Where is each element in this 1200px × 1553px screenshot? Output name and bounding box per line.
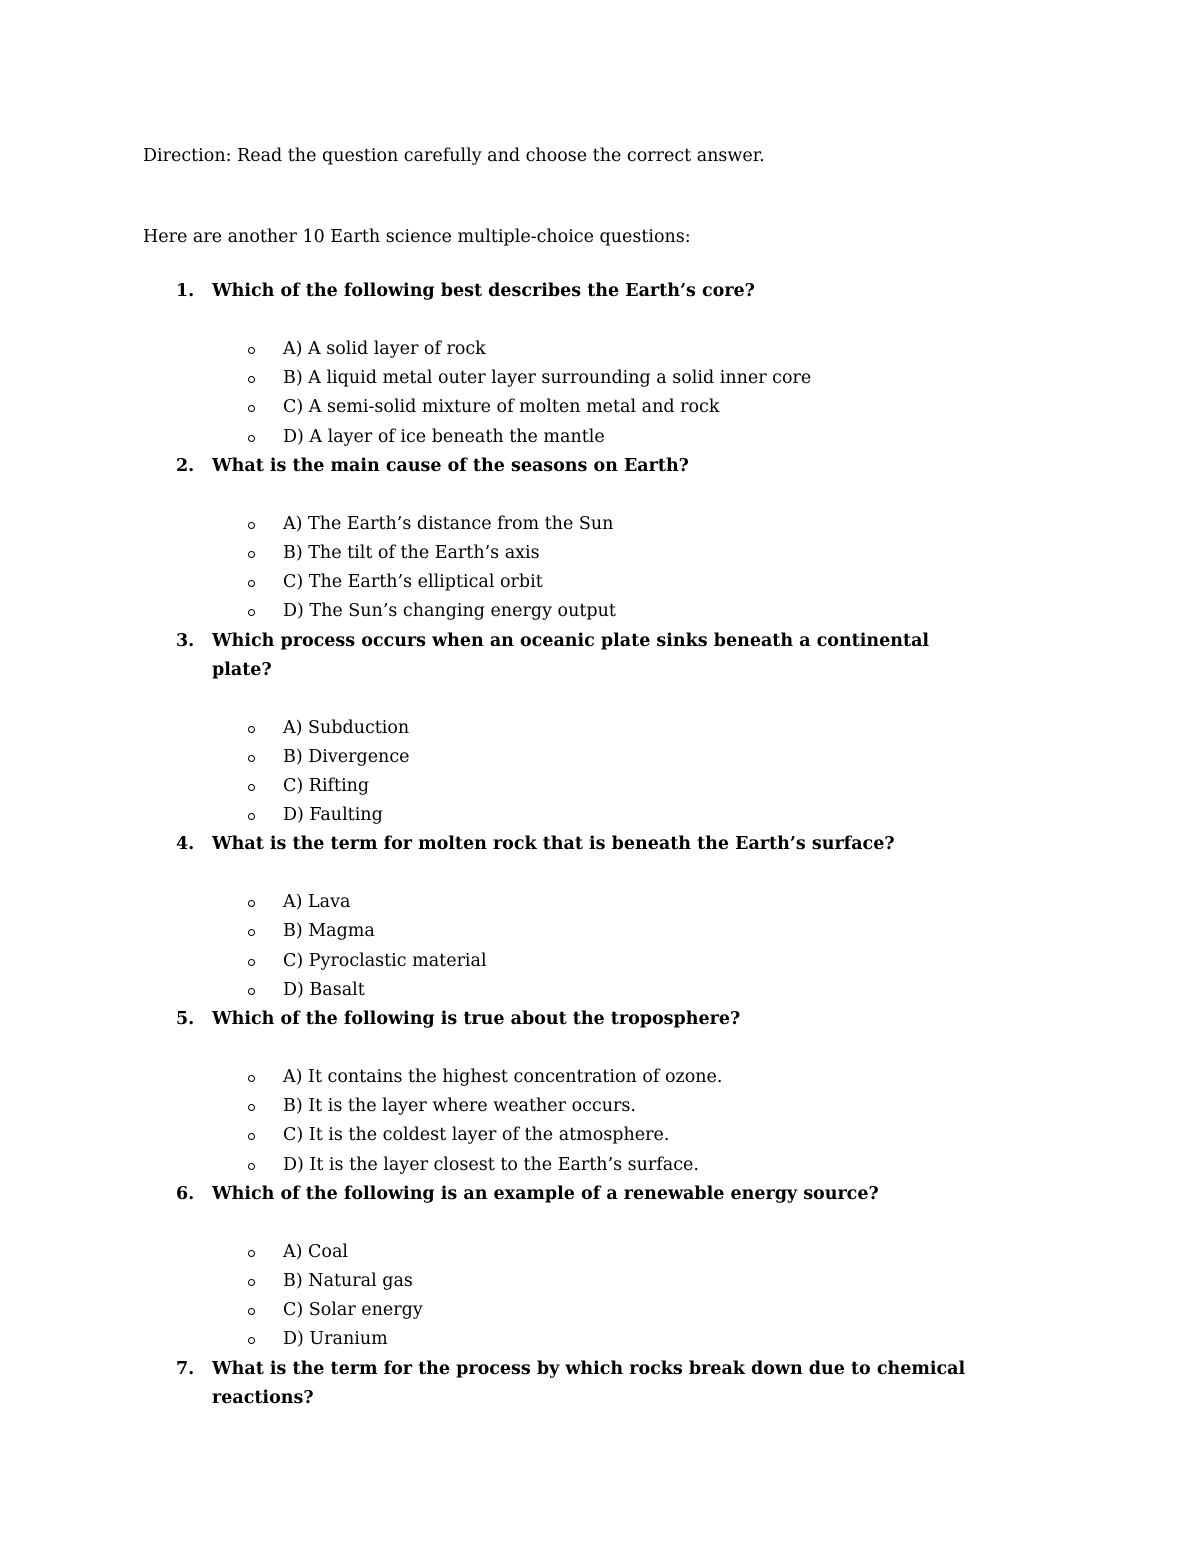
hollow-circle-bullet-icon	[248, 522, 255, 529]
hollow-circle-bullet-icon	[248, 784, 255, 791]
option-item	[0, 801, 1200, 830]
option-text: A) Coal	[283, 1241, 348, 1262]
option-text: C) The Earth’s elliptical orbit	[283, 572, 543, 593]
option-text: A) Subduction	[283, 717, 410, 738]
option-item	[0, 917, 1200, 946]
question-1-options	[0, 335, 1200, 452]
option-item	[0, 364, 1200, 393]
option-item	[0, 1063, 1200, 1092]
hollow-circle-bullet-icon	[248, 609, 255, 616]
question-2-row	[0, 452, 992, 481]
option-item	[0, 1325, 1200, 1354]
option-item	[0, 772, 1200, 801]
question-4-row	[0, 830, 992, 859]
question-1-text: Which of the following best describes the Earth’s core?	[212, 281, 755, 301]
option-text: C) Pyroclastic material	[283, 950, 487, 971]
hollow-circle-bullet-icon	[248, 580, 255, 587]
option-text: B) Natural gas	[283, 1270, 413, 1291]
hollow-circle-bullet-icon	[248, 405, 255, 412]
question-list	[0, 277, 1200, 1413]
option-item	[0, 510, 1200, 539]
question-5	[0, 1005, 1200, 1180]
question-5-options	[0, 1063, 1200, 1180]
option-item	[0, 393, 1200, 422]
option-item	[0, 1267, 1200, 1296]
option-item	[0, 597, 1200, 626]
question-6	[0, 1180, 1200, 1355]
question-7	[0, 1355, 1200, 1413]
question-2-options	[0, 510, 1200, 627]
hollow-circle-bullet-icon	[248, 1279, 255, 1286]
question-3-options	[0, 714, 1200, 831]
question-3-text: Which process occurs when an oceanic plate sinks beneath a continental plate?	[212, 630, 930, 680]
option-item	[0, 888, 1200, 917]
hollow-circle-bullet-icon	[248, 988, 255, 995]
question-7-row	[0, 1355, 992, 1413]
question-4-text: What is the term for molten rock that is beneath the Earth’s surface?	[212, 834, 895, 855]
hollow-circle-bullet-icon	[248, 1075, 255, 1082]
question-4	[0, 830, 1200, 1005]
option-item	[0, 714, 1200, 743]
option-text: A) The Earth’s distance from the Sun	[283, 513, 614, 534]
question-5-text: Which of the following is true about the troposphere?	[212, 1009, 741, 1029]
option-text: D) It is the layer closest to the Earth’s surface.	[283, 1154, 699, 1175]
option-text: B) Magma	[283, 921, 375, 942]
question-5-row	[0, 1005, 992, 1034]
question-1-number: 1.	[176, 281, 195, 301]
option-text: D) The Sun’s changing energy output	[283, 601, 616, 622]
option-item	[0, 568, 1200, 597]
option-text: B) Divergence	[283, 746, 410, 767]
option-text: A) A solid layer of rock	[283, 339, 486, 359]
option-item	[0, 976, 1200, 1005]
option-text: C) Solar energy	[283, 1300, 423, 1321]
question-5-number: 5.	[176, 1009, 195, 1029]
option-text: D) A layer of ice beneath the mantle	[283, 426, 605, 447]
question-1-row	[0, 277, 992, 306]
hollow-circle-bullet-icon	[248, 1250, 255, 1257]
question-6-options	[0, 1238, 1200, 1355]
question-4-number: 4.	[176, 834, 195, 855]
option-item	[0, 1151, 1200, 1180]
question-7-number: 7.	[176, 1358, 195, 1379]
hollow-circle-bullet-icon	[248, 726, 255, 733]
option-text: D) Faulting	[283, 805, 383, 826]
option-item	[0, 539, 1200, 568]
option-item	[0, 1092, 1200, 1121]
question-3-row	[0, 627, 992, 685]
option-item	[0, 1238, 1200, 1267]
direction-text: Direction: Read the question carefully and choose the correct answer.	[143, 146, 765, 166]
hollow-circle-bullet-icon	[248, 376, 255, 383]
hollow-circle-bullet-icon	[248, 1104, 255, 1111]
question-2-text: What is the main cause of the seasons on Earth?	[212, 455, 689, 476]
hollow-circle-bullet-icon	[248, 551, 255, 558]
option-item	[0, 335, 1200, 364]
hollow-circle-bullet-icon	[248, 1337, 255, 1344]
question-7-text: What is the term for the process by which rocks break down due to chemical reactions?	[212, 1358, 966, 1408]
option-item	[0, 743, 1200, 772]
question-2-number: 2.	[176, 455, 195, 476]
hollow-circle-bullet-icon	[248, 1133, 255, 1140]
hollow-circle-bullet-icon	[248, 900, 255, 907]
question-6-row	[0, 1180, 992, 1209]
option-text: D) Uranium	[283, 1329, 388, 1350]
question-3	[0, 627, 1200, 831]
option-text: A) It contains the highest concentration of ozone.	[283, 1067, 723, 1087]
option-text: B) A liquid metal outer layer surrounding a solid inner core	[283, 368, 812, 389]
hollow-circle-bullet-icon	[248, 1308, 255, 1315]
hollow-circle-bullet-icon	[248, 959, 255, 966]
option-item	[0, 423, 1200, 452]
option-text: D) Basalt	[283, 979, 365, 1000]
hollow-circle-bullet-icon	[248, 755, 255, 762]
question-1	[0, 277, 1200, 452]
hollow-circle-bullet-icon	[248, 435, 255, 442]
question-6-text: Which of the following is an example of a renewable energy source?	[212, 1183, 879, 1204]
hollow-circle-bullet-icon	[248, 813, 255, 820]
option-text: C) Rifting	[283, 775, 370, 796]
hollow-circle-bullet-icon	[248, 1163, 255, 1170]
hollow-circle-bullet-icon	[248, 929, 255, 936]
intro-text: Here are another 10 Earth science multiple-choice questions:	[143, 227, 691, 247]
option-item	[0, 947, 1200, 976]
option-text: B) The tilt of the Earth’s axis	[283, 542, 540, 563]
question-4-options	[0, 888, 1200, 1005]
option-item	[0, 1121, 1200, 1150]
question-3-number: 3.	[176, 630, 195, 651]
question-6-number: 6.	[176, 1183, 195, 1204]
option-text: B) It is the layer where weather occurs.	[283, 1096, 636, 1117]
option-text: C) A semi-solid mixture of molten metal and rock	[283, 397, 720, 418]
option-text: A) Lava	[283, 892, 351, 913]
question-2	[0, 452, 1200, 627]
option-text: C) It is the coldest layer of the atmosphere.	[283, 1125, 670, 1146]
option-item	[0, 1296, 1200, 1325]
hollow-circle-bullet-icon	[248, 347, 255, 354]
